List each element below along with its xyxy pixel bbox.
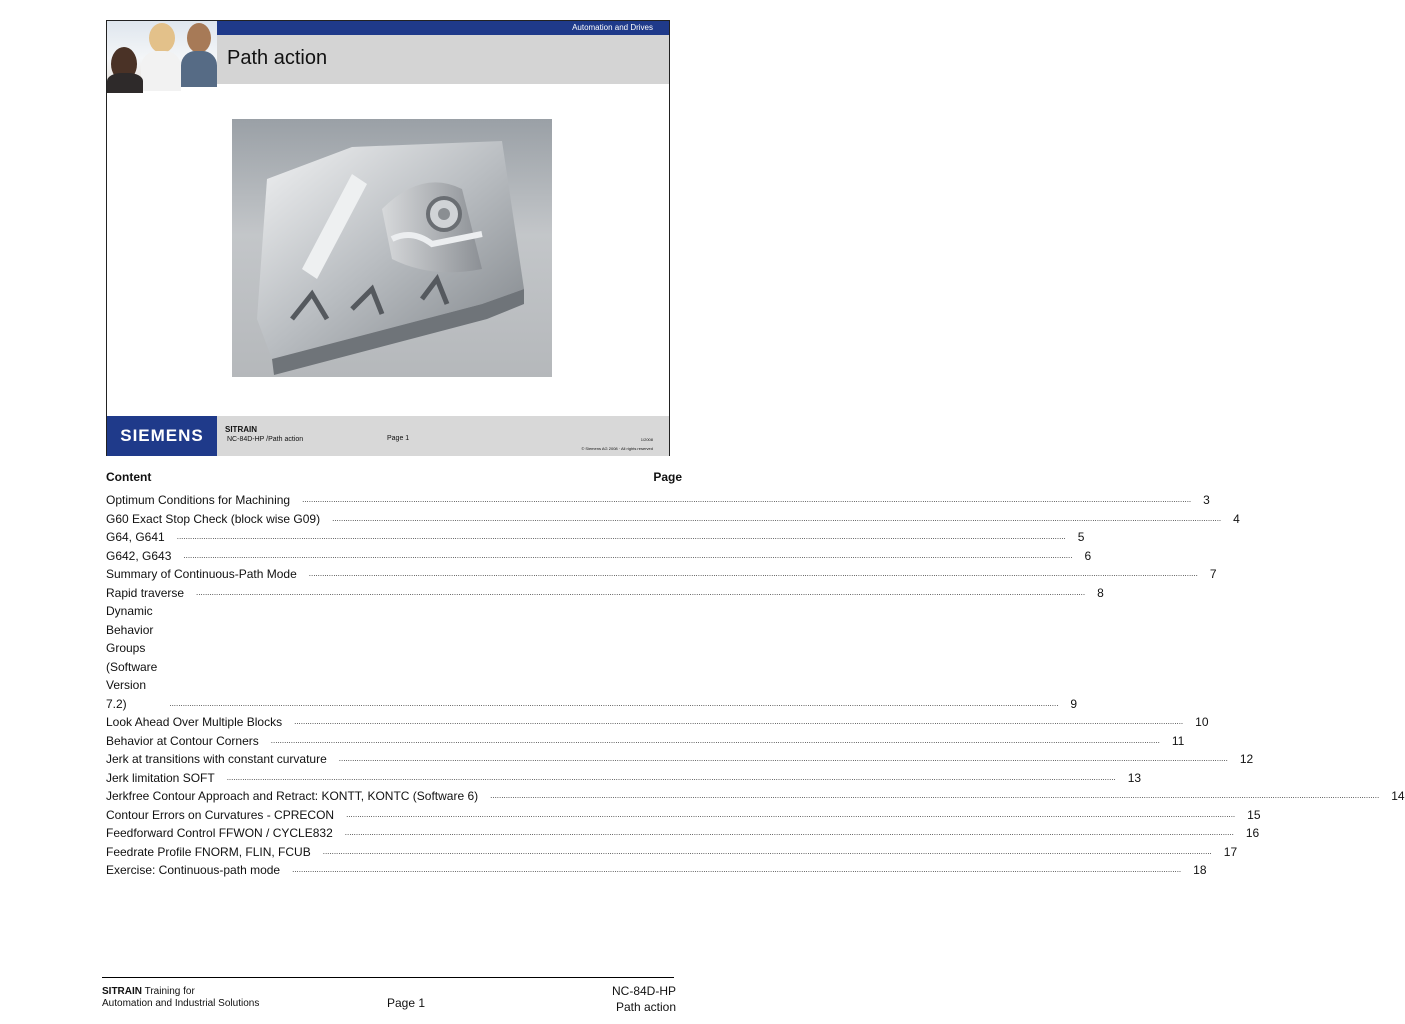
toc-entry-label: G642, G643 xyxy=(106,548,172,563)
copyright-label: © Siemens AG 2008 · All rights reserved xyxy=(581,446,653,451)
toc-entry-page: 15 xyxy=(1247,807,1261,822)
toc-entry xyxy=(106,769,1142,788)
toc-dot-leader: ................................................................................................................................................................................................................................................................................................................................................................................................................ xyxy=(196,587,1086,597)
toc-entry xyxy=(106,602,1078,713)
toc-entry xyxy=(106,584,1104,603)
page-heading: Page xyxy=(653,470,682,484)
toc-dot-leader: ................................................................................................................................................................................................................................................................................................................................................................................................................ xyxy=(169,698,1059,708)
toc-dot-leader: ................................................................................................................................................................................................................................................................................................................................................................................................................ xyxy=(270,735,1160,745)
toc-dot-leader: ................................................................................................................................................................................................................................................................................................................................................................................................................ xyxy=(338,754,1228,763)
toc-entry xyxy=(106,565,1217,584)
toc-dot-leader: ................................................................................................................................................................................................................................................................................................................................................................................................................ xyxy=(332,513,1222,523)
toc-dot-leader: ................................................................................................................................................................................................................................................................................................................................................................................................................ xyxy=(183,550,1073,560)
toc-entry-page: 8 xyxy=(1097,585,1104,600)
table-of-contents xyxy=(106,491,1405,880)
toc-entry-page: 16 xyxy=(1245,826,1260,840)
toc-dot-leader: ................................................................................................................................................................................................................................................................................................................................................................................................................ xyxy=(308,569,1198,578)
footer-right xyxy=(612,983,676,1015)
footer-course: NC-84D-HP xyxy=(611,984,676,998)
footer-rule xyxy=(102,977,674,978)
toc-entry-page: 14 xyxy=(1391,789,1405,803)
toc-dot-leader: ................................................................................................................................................................................................................................................................................................................................................................................................................ xyxy=(344,828,1234,837)
team-photo xyxy=(107,21,217,84)
toc-entry-label: Feedrate Profile FNORM, FLIN, FCUB xyxy=(106,844,311,859)
toc-entry-label: Jerkfree Contour Approach and Retract: KONTT, KONTC (Software 6) xyxy=(106,789,479,803)
toc-entry-page: 6 xyxy=(1084,548,1092,563)
slide-frame xyxy=(106,20,670,456)
title-band xyxy=(217,35,669,84)
toc-entry-label: Look Ahead Over Multiple Blocks xyxy=(106,715,283,729)
toc-entry-page: 11 xyxy=(1171,733,1185,748)
slide-title: Path action xyxy=(227,47,328,69)
toc-entry xyxy=(106,843,1238,862)
toc-entry-page: 9 xyxy=(1070,696,1078,711)
toc-entry-page: 4 xyxy=(1233,511,1240,526)
course-label: NC-84D-HP /Path action xyxy=(227,436,304,443)
toc-entry-label xyxy=(106,602,157,713)
toc-entry xyxy=(106,732,1185,751)
toc-dot-leader: ................................................................................................................................................................................................................................................................................................................................................................................................................ xyxy=(176,532,1066,541)
toc-entry-label: Summary of Continuous-Path Mode xyxy=(106,567,297,581)
toc-entry xyxy=(106,510,1240,529)
toc-entry-page: 5 xyxy=(1077,530,1085,544)
toc-entry xyxy=(106,547,1092,566)
toc-entry-label-line2: (Software Version 7.2) xyxy=(106,659,158,711)
footer-topic: Path action xyxy=(615,1000,676,1014)
toc-entry-label: G64, G641 xyxy=(106,530,165,544)
toc-entry-page: 3 xyxy=(1203,493,1210,507)
date-label: 1/2008 xyxy=(640,437,653,442)
toc-entry-page: 7 xyxy=(1209,567,1217,581)
toc-dot-leader: ................................................................................................................................................................................................................................................................................................................................................................................................................ xyxy=(346,809,1236,819)
toc-entry-label-line1: Dynamic Behavior Groups xyxy=(106,604,154,655)
toc-entry-label: Exercise: Continuous-path mode xyxy=(106,863,281,877)
toc-dot-leader: ................................................................................................................................................................................................................................................................................................................................................................................................................ xyxy=(302,495,1192,504)
toc-entry xyxy=(106,528,1085,547)
toc-entry-label: Optimum Conditions for Machining xyxy=(106,493,291,507)
sitrain-label: SITRAIN xyxy=(225,425,257,434)
toc-entry-label: Contour Errors on Curvatures - CPRECON xyxy=(106,807,335,822)
siemens-logo: SIEMENS xyxy=(107,416,217,456)
toc-entry-page: 13 xyxy=(1127,770,1142,785)
toc-entry-page: 17 xyxy=(1223,844,1238,859)
toc-entry-label: Feedforward Control FFWON / CYCLE832 xyxy=(106,826,333,840)
toc-entry-label: G60 Exact Stop Check (block wise G09) xyxy=(106,511,321,526)
toc-entry xyxy=(106,806,1261,825)
footer-left xyxy=(102,986,259,1010)
toc-entry xyxy=(106,824,1260,843)
toc-entry xyxy=(106,787,1405,806)
footer-sitrain: SITRAIN xyxy=(102,986,142,997)
division-banner: Automation and Drives xyxy=(217,21,669,35)
toc-entry xyxy=(106,861,1207,880)
slide-footer xyxy=(107,416,669,456)
toc-entry-page: 18 xyxy=(1193,863,1207,877)
toc-entry-page: 10 xyxy=(1195,715,1209,729)
toc-dot-leader: ................................................................................................................................................................................................................................................................................................................................................................................................................ xyxy=(294,717,1184,726)
slide-page-label: Page 1 xyxy=(387,435,410,442)
toc-entry-label: Jerk limitation SOFT xyxy=(106,770,215,785)
toc-entry-label: Jerk at transitions with constant curvature xyxy=(106,752,327,766)
toc-entry-label: Rapid traverse xyxy=(106,585,185,600)
toc-entry xyxy=(106,750,1254,769)
toc-entry-label: Behavior at Contour Corners xyxy=(106,733,259,748)
toc-entry-page: 12 xyxy=(1239,752,1254,766)
toc-header xyxy=(106,470,682,484)
toc-entry xyxy=(106,713,1209,732)
toc-dot-leader: ................................................................................................................................................................................................................................................................................................................................................................................................................ xyxy=(226,772,1116,782)
footer-training-for: Training for xyxy=(142,986,195,997)
machined-part-photo xyxy=(232,119,552,377)
toc-dot-leader: ................................................................................................................................................................................................................................................................................................................................................................................................................ xyxy=(490,791,1380,800)
toc-dot-leader: ................................................................................................................................................................................................................................................................................................................................................................................................................ xyxy=(292,865,1182,874)
toc-dot-leader: ................................................................................................................................................................................................................................................................................................................................................................................................................ xyxy=(322,846,1212,856)
content-heading: Content xyxy=(106,470,152,484)
footer-solutions: Automation and Industrial Solutions xyxy=(102,998,260,1009)
footer-page-number: Page 1 xyxy=(387,996,426,1010)
toc-entry xyxy=(106,491,1210,510)
